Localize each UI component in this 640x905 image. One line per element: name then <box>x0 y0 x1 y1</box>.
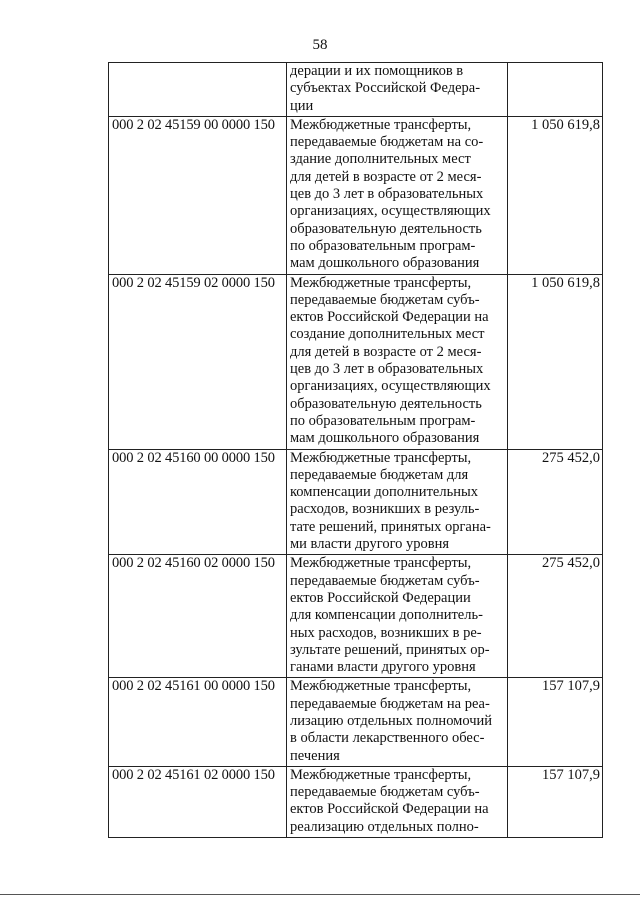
revenue-item-name <box>287 116 508 274</box>
revenue-item-name-line: Межбюджетные трансферты, <box>290 555 472 572</box>
table-row <box>109 555 603 678</box>
table-row <box>109 116 603 274</box>
revenue-item-name-line: ектов Российской Федерации на <box>290 801 489 818</box>
revenue-item-name-line: Межбюджетные трансферты, <box>290 678 472 695</box>
amount-value: 275 452,0 <box>508 449 603 555</box>
revenue-item-name-line: ми власти другого уровня <box>290 536 450 553</box>
revenue-item-name-line: организациях, осуществляющих <box>290 378 491 395</box>
table-row <box>109 274 603 449</box>
revenue-item-name-line: передаваемые бюджетам субъ- <box>290 291 480 308</box>
revenue-item-name-line: передаваемые бюджетам субъ- <box>290 784 480 801</box>
budget-table <box>108 62 603 838</box>
budget-classification-code <box>109 63 287 117</box>
revenue-item-name-line: дерации и их помощников в <box>290 63 464 79</box>
budget-classification-code: 000 2 02 45161 00 0000 150 <box>109 678 287 766</box>
revenue-item-name-line: печения <box>290 747 340 764</box>
revenue-item-name-line: создание дополнительных мест <box>290 326 485 343</box>
revenue-item-name-line: цев до 3 лет в образовательных <box>290 361 484 378</box>
revenue-item-name-line: зультате решений, принятых ор- <box>290 641 490 658</box>
revenue-item-name-line: Межбюджетные трансферты, <box>290 449 472 466</box>
table-row <box>109 766 603 837</box>
amount-value: 157 107,9 <box>508 678 603 766</box>
budget-classification-code: 000 2 02 45159 00 0000 150 <box>109 116 287 274</box>
revenue-item-name-line: для компенсации дополнитель- <box>290 607 483 624</box>
budget-classification-code: 000 2 02 45160 00 0000 150 <box>109 449 287 555</box>
revenue-item-name-line: образовательную деятельность <box>290 220 482 237</box>
revenue-item-name-line: по образовательным програм- <box>290 412 476 429</box>
revenue-item-name-line: расходов, возникших в резуль- <box>290 501 480 518</box>
revenue-item-name <box>287 766 508 837</box>
revenue-item-name-line: по образовательным програм- <box>290 237 476 254</box>
revenue-item-name-line: ции <box>290 97 314 114</box>
table-row <box>109 63 603 117</box>
budget-classification-code: 000 2 02 45160 02 0000 150 <box>109 555 287 678</box>
revenue-item-name-line: организациях, осуществляющих <box>290 203 491 220</box>
revenue-item-name-line: ганами власти другого уровня <box>290 659 476 676</box>
revenue-item-name-line: для детей в возрасте от 2 меся- <box>290 168 482 185</box>
revenue-item-name-line: мам дошкольного образования <box>290 430 480 447</box>
revenue-item-name-line: Межбюджетные трансферты, <box>290 766 472 783</box>
revenue-item-name-line: ектов Российской Федерации <box>290 589 471 606</box>
revenue-item-name-line: реализацию отдельных полно- <box>290 818 479 835</box>
page-bottom-rule <box>0 894 640 895</box>
revenue-item-name-line: компенсации дополнительных <box>290 484 478 501</box>
revenue-item-name <box>287 555 508 678</box>
revenue-item-name <box>287 678 508 766</box>
revenue-item-name-line: передаваемые бюджетам для <box>290 466 469 483</box>
table-row <box>109 678 603 766</box>
revenue-item-name <box>287 449 508 555</box>
amount-value: 275 452,0 <box>508 555 603 678</box>
revenue-item-name-line: лизацию отдельных полномочий <box>290 712 493 729</box>
amount-value: 157 107,9 <box>508 766 603 837</box>
amount-value: 1 050 619,8 <box>508 274 603 449</box>
revenue-item-name-line: образовательную деятельность <box>290 395 482 412</box>
amount-value <box>508 63 603 117</box>
revenue-item-name-line: мам дошкольного образования <box>290 255 480 272</box>
revenue-item-name-line: цев до 3 лет в образовательных <box>290 186 484 203</box>
revenue-item-name-line: передаваемые бюджетам на со- <box>290 134 484 151</box>
budget-classification-code: 000 2 02 45159 02 0000 150 <box>109 274 287 449</box>
revenue-item-name-line: передаваемые бюджетам на реа- <box>290 695 490 712</box>
revenue-item-name <box>287 63 508 117</box>
revenue-item-name-line: ных расходов, возникших в ре- <box>290 624 482 641</box>
revenue-item-name-line: в области лекарственного обес- <box>290 730 485 747</box>
revenue-item-name-line: здание дополнительных мест <box>290 151 471 168</box>
revenue-item-name-line: передаваемые бюджетам субъ- <box>290 572 480 589</box>
revenue-item-name-line: Межбюджетные трансферты, <box>290 274 472 291</box>
budget-classification-code: 000 2 02 45161 02 0000 150 <box>109 766 287 837</box>
revenue-item-name-line: ектов Российской Федерации на <box>290 309 489 326</box>
revenue-item-name-line: Межбюджетные трансферты, <box>290 116 472 133</box>
table-row <box>109 449 603 555</box>
table-body <box>109 63 603 838</box>
revenue-item-name <box>287 274 508 449</box>
revenue-item-name-line: для детей в возрасте от 2 меся- <box>290 343 482 360</box>
page-number: 58 <box>312 37 328 53</box>
revenue-item-name-line: тате решений, принятых органа- <box>290 518 491 535</box>
revenue-item-name-line: субъектах Российской Федера- <box>290 80 481 97</box>
amount-value: 1 050 619,8 <box>508 116 603 274</box>
